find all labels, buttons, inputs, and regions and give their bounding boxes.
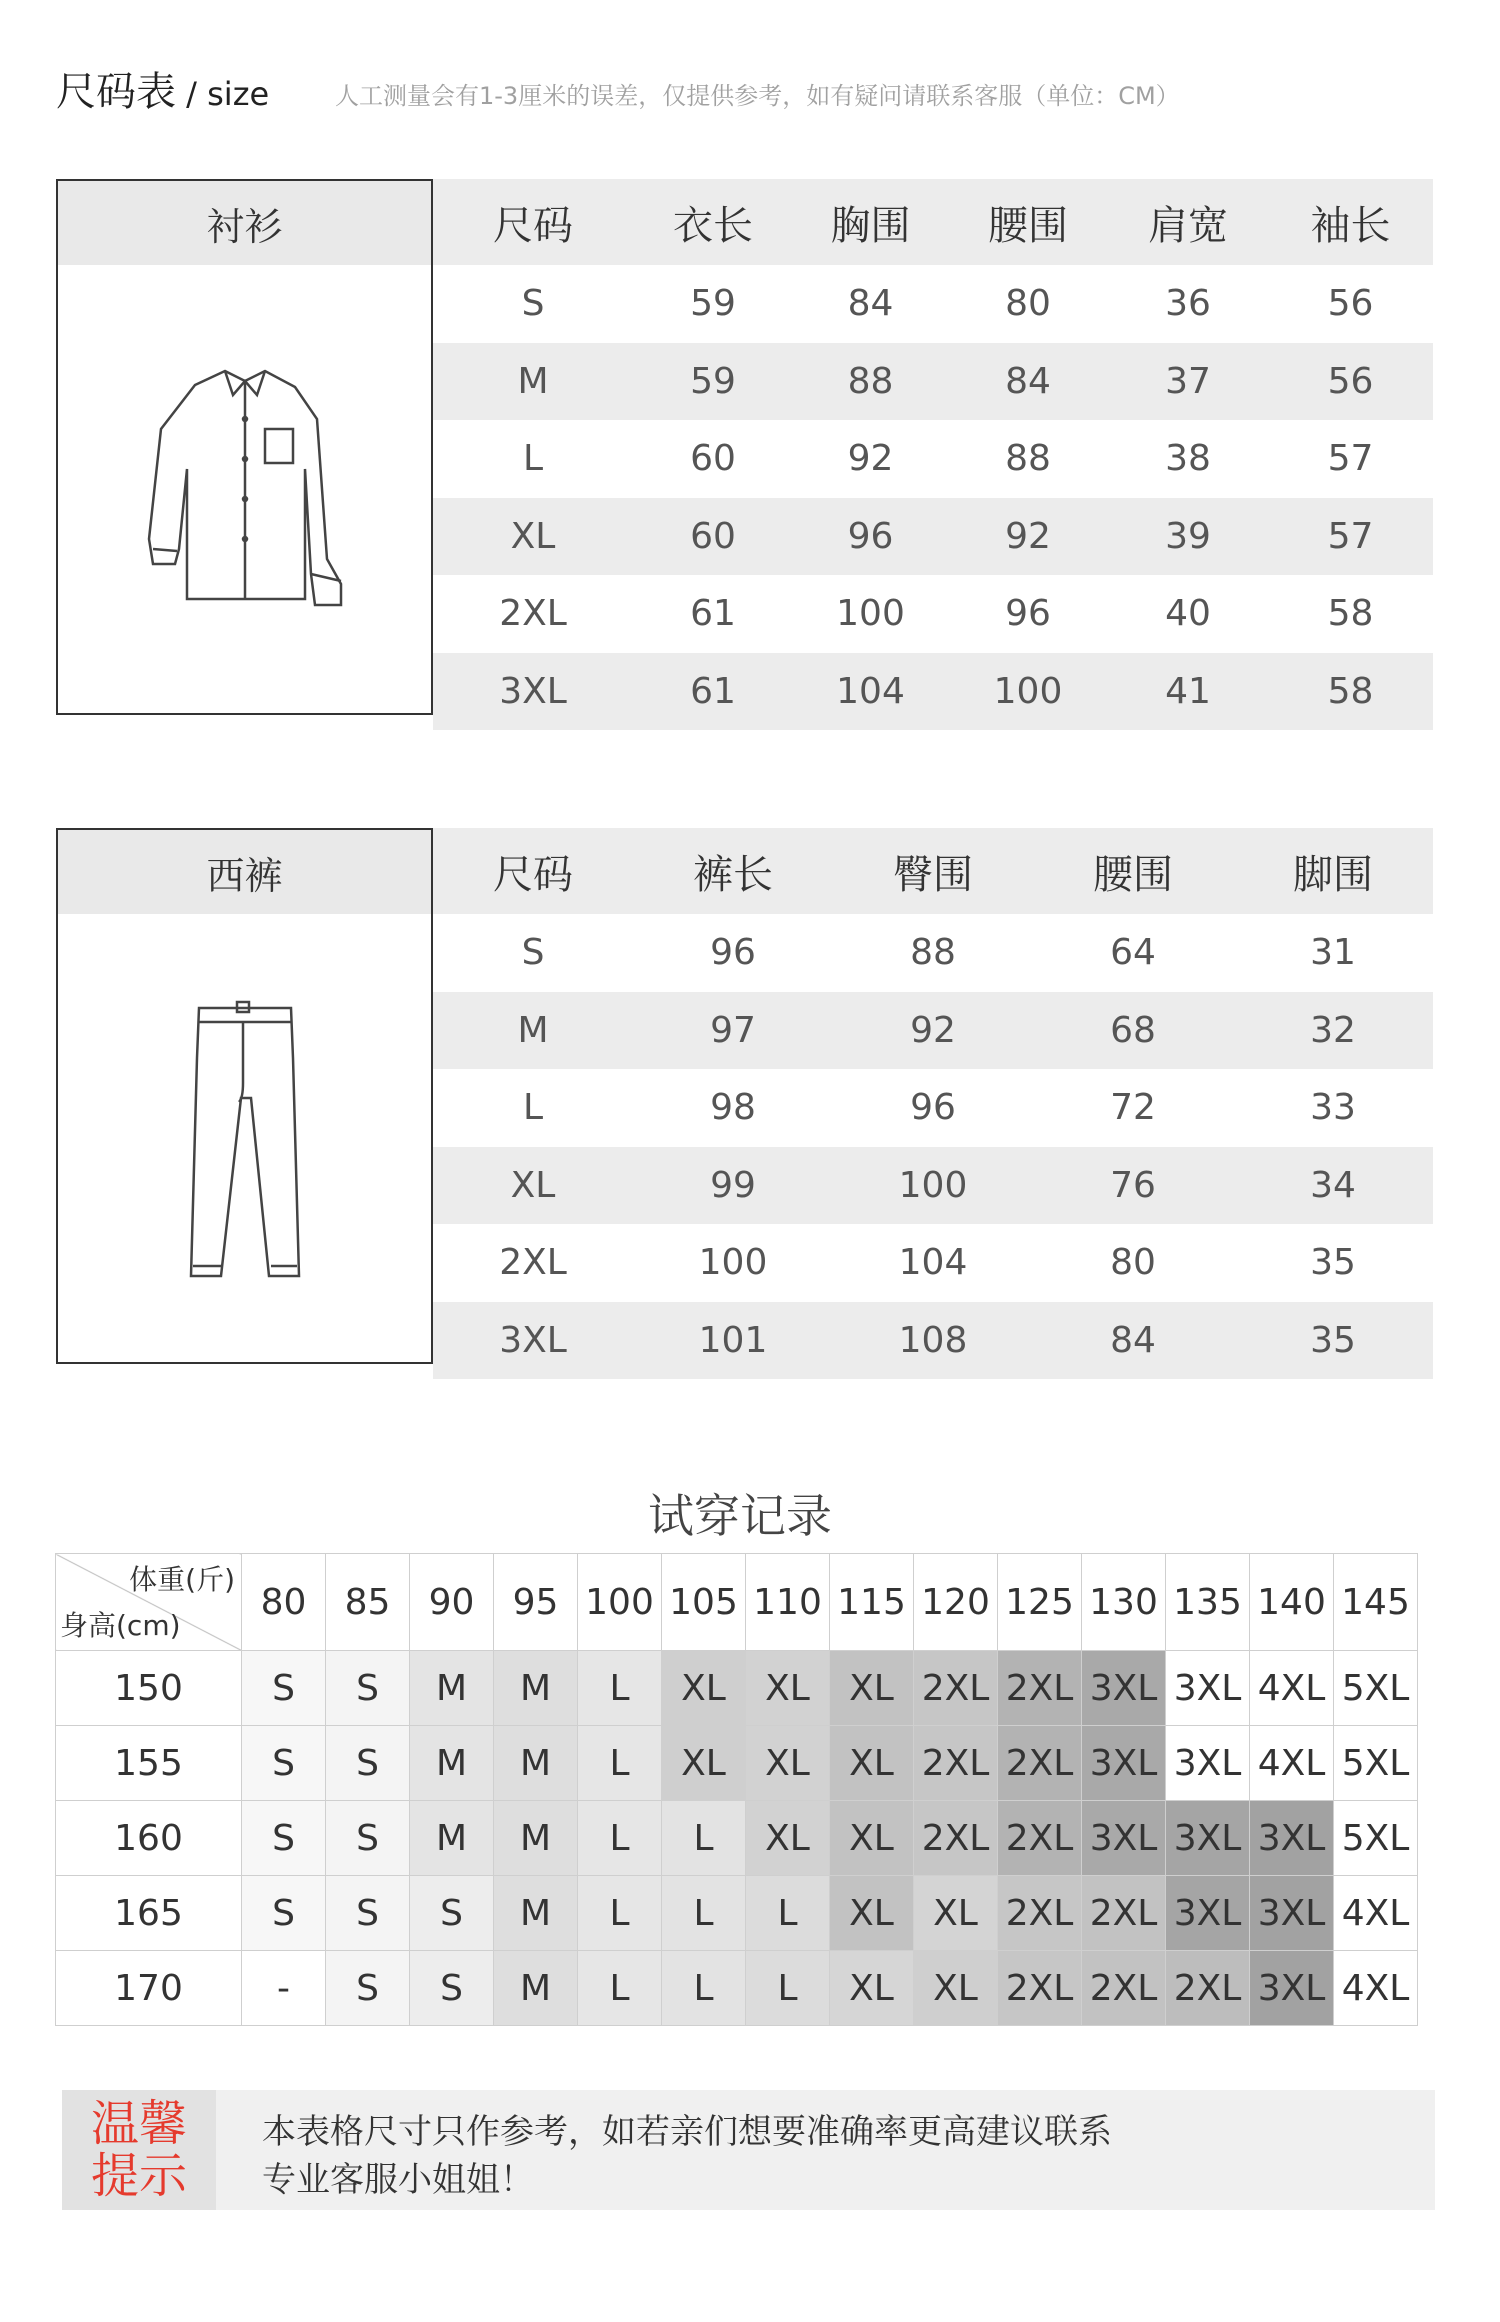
value-cell: 96 <box>793 498 948 576</box>
size-cell: L <box>578 1876 662 1951</box>
value-cell: 88 <box>1005 438 1051 480</box>
size-cell: 4XL <box>1250 1726 1334 1801</box>
tip-line2: 专业客服小姐姐！ <box>262 2160 534 2200</box>
value-cell: 59 <box>633 343 793 421</box>
shirt-box <box>56 179 433 715</box>
size-cell: 4XL <box>1334 1876 1418 1951</box>
value-cell: 58 <box>1327 593 1374 635</box>
value-cell: 72 <box>1110 1087 1156 1129</box>
size-cell: XL <box>830 1651 914 1726</box>
size-cell: 3XL <box>1166 1651 1250 1726</box>
size-cell: 2XL <box>499 593 567 635</box>
table-row <box>433 1069 1433 1147</box>
size-cell: - <box>242 1951 326 2026</box>
table-row <box>433 992 1433 1070</box>
page-title <box>56 60 269 117</box>
value-cell: 80 <box>1005 283 1051 325</box>
size-cell: 3XL <box>1250 1951 1334 2026</box>
size-cell: S <box>410 1951 494 2026</box>
value-cell: 84 <box>1033 1302 1233 1380</box>
size-cell: 2XL <box>1082 1876 1166 1951</box>
value-cell: 56 <box>1268 343 1433 421</box>
value-cell: 32 <box>1233 992 1433 1070</box>
size-cell: M <box>494 1801 578 1876</box>
weight-header: 140 <box>1250 1554 1334 1651</box>
value-cell: 76 <box>1033 1147 1233 1225</box>
value-cell: 60 <box>690 438 736 480</box>
table-row <box>433 1302 1433 1380</box>
size-cell: M <box>433 992 633 1070</box>
value-cell: 35 <box>1310 1242 1356 1284</box>
height-cell: 165 <box>56 1876 242 1951</box>
size-cell: XL <box>662 1651 746 1726</box>
value-cell: 34 <box>1233 1147 1433 1225</box>
size-cell: L <box>746 1951 830 2026</box>
value-cell: 64 <box>1110 932 1156 974</box>
weight-header: 80 <box>242 1554 326 1651</box>
size-cell: 2XL <box>914 1651 998 1726</box>
tip-badge <box>62 2090 216 2210</box>
size-cell: 2XL <box>998 1801 1082 1876</box>
trial-row <box>56 1801 1418 1876</box>
size-cell: XL <box>830 1951 914 2026</box>
value-cell: 39 <box>1108 498 1268 576</box>
trial-rows <box>56 1651 1418 2026</box>
weight-header: 110 <box>746 1554 830 1651</box>
size-cell: M <box>494 1951 578 2026</box>
pants-label: 西裤 <box>58 830 431 914</box>
size-cell: XL <box>433 1147 633 1225</box>
tip-badge-line2: 提示 <box>90 2148 187 2204</box>
trial-row <box>56 1726 1418 1801</box>
size-cell: M <box>494 1651 578 1726</box>
value-cell: 96 <box>1005 593 1051 635</box>
size-cell: L <box>662 1951 746 2026</box>
size-cell: S <box>326 1951 410 2026</box>
size-cell: XL <box>914 1876 998 1951</box>
size-cell: 2XL <box>998 1651 1082 1726</box>
table-row <box>433 265 1433 343</box>
value-cell: 61 <box>633 653 793 731</box>
column-header: 尺码 <box>433 179 633 265</box>
weight-header: 85 <box>326 1554 410 1651</box>
value-cell: 104 <box>898 1242 968 1284</box>
shirt-size-table <box>433 179 1433 730</box>
size-cell: XL <box>830 1876 914 1951</box>
value-cell: 33 <box>1310 1087 1356 1129</box>
tip-line1: 本表格尺寸只作参考，如若亲们想要准确率更高建议联系 <box>262 2112 1112 2152</box>
value-cell: 36 <box>1165 283 1211 325</box>
weight-header: 135 <box>1166 1554 1250 1651</box>
tip-badge-line1: 温馨 <box>90 2096 187 2152</box>
size-cell: L <box>662 1801 746 1876</box>
pants-size-table <box>433 828 1433 1379</box>
size-cell: L <box>578 1951 662 2026</box>
size-cell: M <box>494 1726 578 1801</box>
table-row <box>433 1224 1433 1302</box>
weight-header: 125 <box>998 1554 1082 1651</box>
weight-header: 100 <box>578 1554 662 1651</box>
value-cell: 108 <box>833 1302 1033 1380</box>
size-cell: 2XL <box>998 1726 1082 1801</box>
weight-header: 115 <box>830 1554 914 1651</box>
size-cell: XL <box>914 1951 998 2026</box>
size-cell: 2XL <box>1166 1951 1250 2026</box>
weight-header: 130 <box>1082 1554 1166 1651</box>
value-cell: 80 <box>1110 1242 1156 1284</box>
value-cell: 99 <box>633 1147 833 1225</box>
value-cell: 57 <box>1327 438 1374 480</box>
size-cell: 2XL <box>914 1801 998 1876</box>
table-row <box>433 1147 1433 1225</box>
pants-box <box>56 828 433 1364</box>
trial-row <box>56 1876 1418 1951</box>
size-cell: L <box>522 1087 544 1129</box>
trial-record-table <box>55 1553 1418 2026</box>
size-cell: XL <box>662 1726 746 1801</box>
height-cell: 155 <box>56 1726 242 1801</box>
size-cell: S <box>410 1876 494 1951</box>
size-cell: 3XL <box>1082 1726 1166 1801</box>
column-header: 裤长 <box>633 828 833 914</box>
column-header: 脚围 <box>1233 828 1433 914</box>
value-cell: 98 <box>710 1087 756 1129</box>
size-cell: 2XL <box>998 1876 1082 1951</box>
size-cell: S <box>242 1651 326 1726</box>
table-row <box>433 653 1433 731</box>
trousers-icon <box>185 988 305 1288</box>
value-cell: 97 <box>633 992 833 1070</box>
table-row <box>433 914 1433 992</box>
size-cell: XL <box>746 1801 830 1876</box>
corner-cell <box>56 1554 242 1651</box>
size-cell: 2XL <box>998 1951 1082 2026</box>
value-cell: 84 <box>948 343 1108 421</box>
size-cell: S <box>326 1726 410 1801</box>
size-cell: 3XL <box>1250 1876 1334 1951</box>
size-cell: XL <box>830 1726 914 1801</box>
size-cell: 5XL <box>1334 1726 1418 1801</box>
size-cell: M <box>410 1726 494 1801</box>
value-cell: 101 <box>633 1302 833 1380</box>
value-cell: 61 <box>690 593 736 635</box>
table-row <box>433 575 1433 653</box>
value-cell: 96 <box>710 932 756 974</box>
weight-header: 145 <box>1334 1554 1418 1651</box>
size-cell: L <box>578 1801 662 1876</box>
title-suffix: / size <box>176 75 270 113</box>
size-cell: 3XL <box>433 1302 633 1380</box>
column-header: 腰围 <box>948 179 1108 265</box>
size-cell: S <box>521 283 545 325</box>
trial-header-row <box>56 1554 1418 1651</box>
column-header: 腰围 <box>1033 828 1233 914</box>
value-cell: 88 <box>910 932 956 974</box>
size-cell: XL <box>746 1651 830 1726</box>
size-cell: 4XL <box>1250 1651 1334 1726</box>
value-cell: 31 <box>1310 932 1356 974</box>
value-cell: 100 <box>948 653 1108 731</box>
size-cell: S <box>326 1651 410 1726</box>
size-cell: L <box>578 1651 662 1726</box>
value-cell: 59 <box>690 283 736 325</box>
size-cell: L <box>662 1876 746 1951</box>
size-cell: 3XL <box>1166 1726 1250 1801</box>
size-cell: S <box>521 932 545 974</box>
trial-title: 试穿记录 <box>648 1489 832 1543</box>
size-cell: 3XL <box>1166 1801 1250 1876</box>
value-cell: 60 <box>633 498 793 576</box>
size-cell: M <box>433 343 633 421</box>
size-cell: L <box>746 1876 830 1951</box>
column-header: 尺码 <box>433 828 633 914</box>
measurement-note: 人工测量会有1-3厘米的误差，仅提供参考，如有疑问请联系客服（单位：CM） <box>335 82 1180 110</box>
value-cell: 37 <box>1108 343 1268 421</box>
size-cell: 3XL <box>1082 1651 1166 1726</box>
value-cell: 35 <box>1233 1302 1433 1380</box>
size-cell: 2XL <box>499 1242 567 1284</box>
value-cell: 100 <box>698 1242 768 1284</box>
value-cell: 58 <box>1268 653 1433 731</box>
shirt-label: 衬衫 <box>58 181 431 265</box>
column-header: 衣长 <box>633 179 793 265</box>
title-text: 尺码表 <box>56 69 176 115</box>
weight-axis-label: 体重(斤) <box>129 1563 235 1596</box>
size-cell: L <box>522 438 544 480</box>
pants-header-row <box>433 828 1433 914</box>
value-cell: 40 <box>1165 593 1211 635</box>
value-cell: 96 <box>910 1087 956 1129</box>
table-row <box>433 420 1433 498</box>
size-cell: S <box>242 1726 326 1801</box>
size-cell: L <box>578 1726 662 1801</box>
column-header: 臀围 <box>833 828 1033 914</box>
size-cell: S <box>242 1801 326 1876</box>
size-cell: 2XL <box>914 1726 998 1801</box>
column-header: 袖长 <box>1268 179 1433 265</box>
shirt-icon <box>145 359 345 619</box>
trial-row <box>56 1651 1418 1726</box>
size-cell: XL <box>830 1801 914 1876</box>
size-cell: M <box>410 1651 494 1726</box>
value-cell: 92 <box>948 498 1108 576</box>
shirt-header-row <box>433 179 1433 265</box>
value-cell: 84 <box>847 283 894 325</box>
tip-banner <box>62 2090 1435 2210</box>
column-header: 肩宽 <box>1108 179 1268 265</box>
size-cell: M <box>494 1876 578 1951</box>
value-cell: 41 <box>1108 653 1268 731</box>
weight-header: 95 <box>494 1554 578 1651</box>
size-cell: XL <box>433 498 633 576</box>
height-axis-label: 身高(cm) <box>60 1609 181 1642</box>
value-cell: 38 <box>1165 438 1211 480</box>
size-cell: XL <box>746 1726 830 1801</box>
weight-header: 105 <box>662 1554 746 1651</box>
size-cell: 3XL <box>1166 1876 1250 1951</box>
size-cell: 5XL <box>1334 1651 1418 1726</box>
tip-text <box>262 2108 1112 2204</box>
size-cell: S <box>326 1801 410 1876</box>
size-cell: 3XL <box>433 653 633 731</box>
size-cell: 5XL <box>1334 1801 1418 1876</box>
height-cell: 160 <box>56 1801 242 1876</box>
size-cell: M <box>410 1801 494 1876</box>
weight-header: 120 <box>914 1554 998 1651</box>
pants-rows <box>433 914 1433 1379</box>
value-cell: 92 <box>833 992 1033 1070</box>
size-cell: S <box>326 1876 410 1951</box>
value-cell: 68 <box>1033 992 1233 1070</box>
table-row <box>433 343 1433 421</box>
value-cell: 92 <box>847 438 894 480</box>
trial-row <box>56 1951 1418 2026</box>
value-cell: 56 <box>1327 283 1374 325</box>
value-cell: 57 <box>1268 498 1433 576</box>
size-cell: 2XL <box>1082 1951 1166 2026</box>
value-cell: 88 <box>793 343 948 421</box>
weight-header: 90 <box>410 1554 494 1651</box>
shirt-rows <box>433 265 1433 730</box>
height-cell: 170 <box>56 1951 242 2026</box>
size-cell: S <box>242 1876 326 1951</box>
value-cell: 100 <box>836 593 905 635</box>
table-row <box>433 498 1433 576</box>
value-cell: 104 <box>793 653 948 731</box>
size-cell: 4XL <box>1334 1951 1418 2026</box>
size-cell: 3XL <box>1082 1801 1166 1876</box>
height-cell: 150 <box>56 1651 242 1726</box>
value-cell: 100 <box>833 1147 1033 1225</box>
size-cell: 3XL <box>1250 1801 1334 1876</box>
column-header: 胸围 <box>793 179 948 265</box>
